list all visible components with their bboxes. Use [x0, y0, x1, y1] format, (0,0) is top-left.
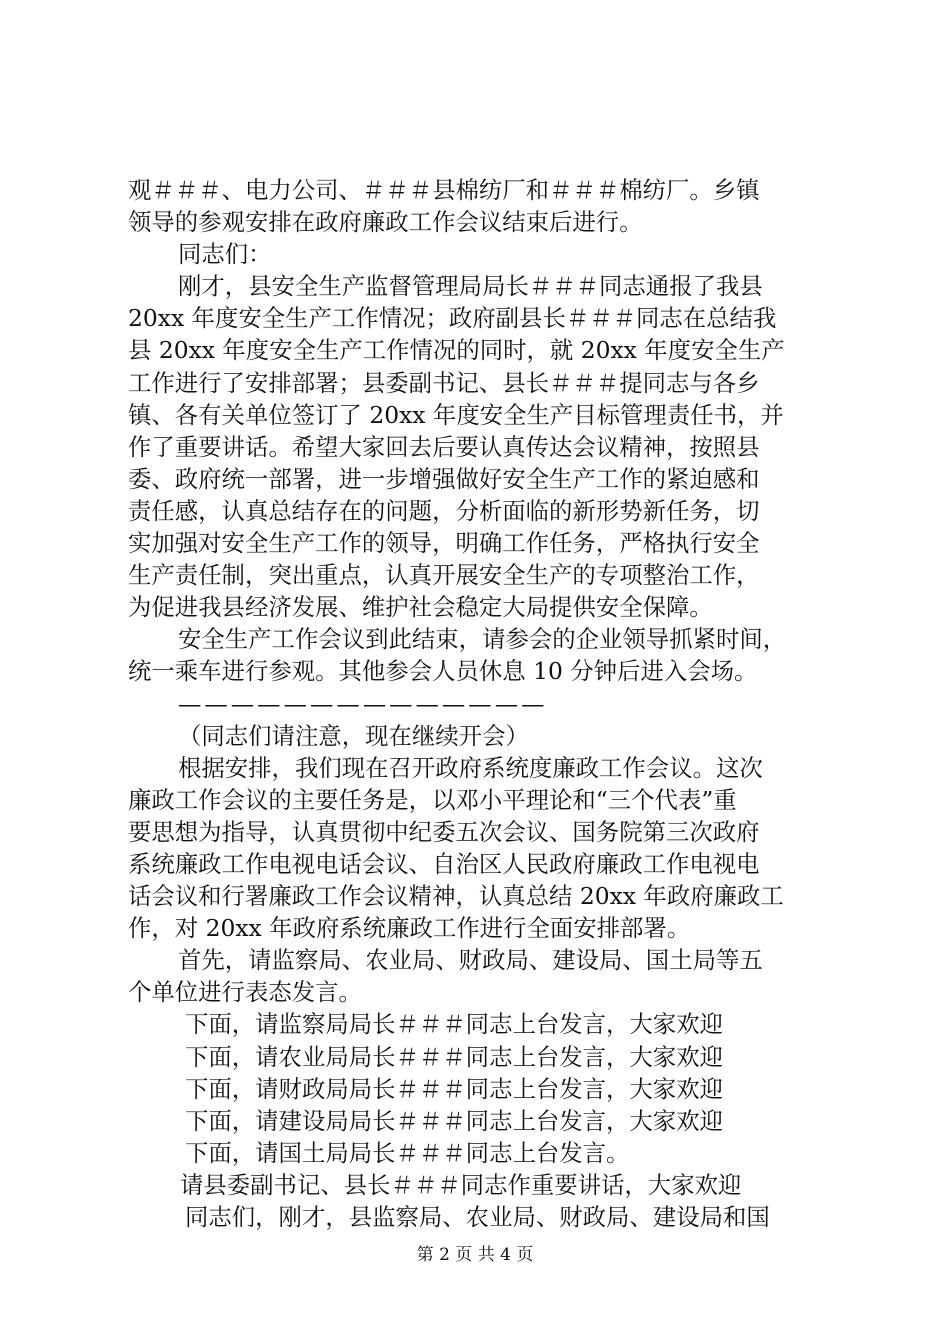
text-line: 生产责任制，突出重点，认真开展安全生产的专项整治工作，	[128, 561, 760, 590]
speaker-intro: 下面，请国土局局长＃＃＃同志上台发言。	[185, 1138, 630, 1167]
paragraph-start: 首先，请监察局、农业局、财政局、建设局、国土局等五	[178, 946, 763, 975]
text-line: 系统廉政工作电视电话会议、自治区人民政府廉政工作电视电	[128, 849, 760, 878]
text-line: 责任感，认真总结存在的问题，分析面临的新形势新任务，切	[128, 496, 760, 525]
text-line: 为促进我县经济发展、维护社会稳定大局提供安全保障。	[128, 593, 713, 622]
page-number-footer: 第 2 页 共 4 页	[416, 1245, 534, 1265]
text-line: 个单位进行表态发言。	[128, 978, 362, 1007]
text-line: 工作进行了安排部署；县委副书记、县长＃＃＃提同志与各乡	[128, 368, 760, 397]
text-line: 20xx 年度安全生产工作情况；政府副县长＃＃＃同志在总结我	[128, 304, 777, 333]
text-line: 要思想为指导，认真贯彻中纪委五次会议、国务院第三次政府	[128, 817, 760, 846]
text-line: 统一乘车进行参观。其他参会人员休息 10 分钟后进入会场。	[128, 657, 758, 686]
speaker-intro: 请县委副书记、县长＃＃＃同志作重要讲话，大家欢迎	[180, 1170, 742, 1199]
text-line: 作了重要讲话。希望大家回去后要认真传达会议精神，按照县	[128, 432, 760, 461]
speaker-intro: 下面，请建设局局长＃＃＃同志上台发言，大家欢迎	[185, 1106, 723, 1135]
text-line: 话会议和行署廉政工作会议精神，认真总结 20xx 年政府廉政工	[128, 882, 784, 911]
text-line: 观＃＃＃、电力公司、＃＃＃县棉纺厂和＃＃＃棉纺厂。乡镇	[128, 176, 760, 204]
greeting-line: 同志们：	[178, 240, 272, 269]
paragraph-start: 根据安排，我们现在召开政府系统度廉政工作会议。这次	[178, 753, 763, 782]
separator-dashes: ——————————————	[178, 689, 548, 718]
parenthetical-note: （同志们请注意，现在继续开会）	[178, 721, 529, 750]
speaker-intro: 下面，请财政局局长＃＃＃同志上台发言，大家欢迎	[185, 1074, 723, 1103]
text-line: 县 20xx 年度安全生产工作情况的同时，就 20xx 年度安全生产	[128, 336, 785, 365]
text-line: 廉政工作会议的主要任务是，以邓小平理论和“三个代表”重	[128, 785, 737, 814]
text-line: 实加强对安全生产工作的领导，明确工作任务，严格执行安全	[128, 529, 760, 558]
text-line: 领导的参观安排在政府廉政工作会议结束后进行。	[128, 208, 643, 237]
text-line: 作，对 20xx 年政府系统廉政工作进行全面安排部署。	[128, 914, 691, 943]
speaker-intro: 下面，请农业局局长＃＃＃同志上台发言，大家欢迎	[185, 1042, 723, 1071]
document-body	[128, 174, 828, 1233]
paragraph-start: 安全生产工作会议到此结束，请参会的企业领导抓紧时间，	[178, 625, 787, 654]
paragraph-start: 同志们，刚才，县监察局、农业局、财政局、建设局和国	[185, 1203, 770, 1231]
paragraph-start: 刚才，县安全生产监督管理局局长＃＃＃同志通报了我县	[178, 272, 763, 301]
text-line: 镇、各有关单位签订了 20xx 年度安全生产目标管理责任书，并	[128, 400, 784, 429]
speaker-intro: 下面，请监察局局长＃＃＃同志上台发言，大家欢迎	[185, 1010, 723, 1039]
text-line: 委、政府统一部署，进一步增强做好安全生产工作的紧迫感和	[128, 464, 760, 493]
